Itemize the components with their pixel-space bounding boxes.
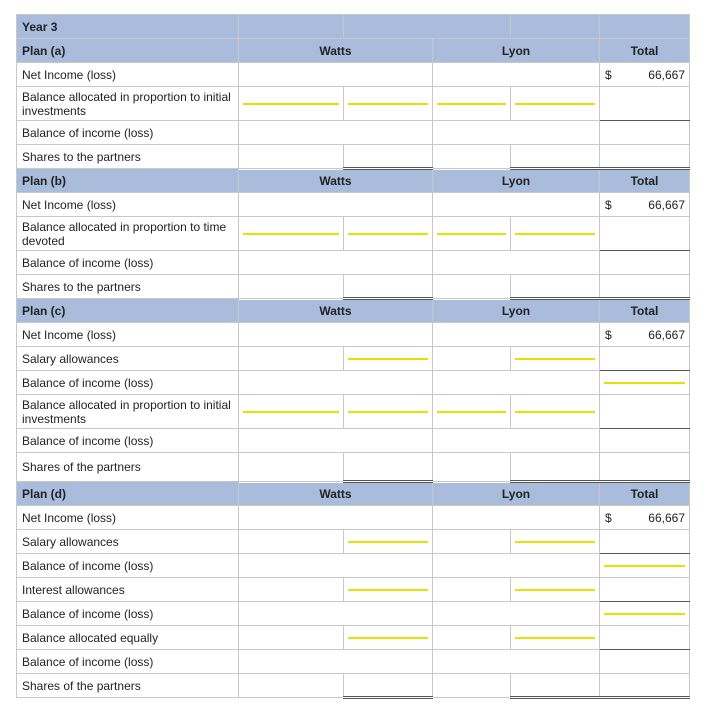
empty-cell [433, 530, 511, 554]
watts-amount-input[interactable] [239, 87, 344, 121]
header-spacer [239, 15, 344, 39]
header-spacer [511, 15, 600, 39]
lyon-amount-input[interactable] [433, 87, 511, 121]
watts-salary-input[interactable] [344, 530, 433, 554]
net-income-amount: 66,667 [648, 327, 685, 342]
row-label: Balance of income (loss) [17, 371, 239, 395]
watts-share-cell[interactable] [344, 145, 433, 169]
empty-cell [600, 626, 690, 650]
lyon-amount-input[interactable] [433, 217, 511, 251]
empty-cell [239, 626, 344, 650]
empty-cell [239, 275, 344, 299]
net-income-amount: 66,667 [648, 197, 685, 212]
empty-cell [433, 145, 511, 169]
year-title: Year 3 [17, 15, 239, 39]
empty-cell [239, 145, 344, 169]
header-spacer [344, 15, 511, 39]
total-share-cell[interactable] [600, 275, 690, 299]
row-label: Salary allowances [17, 530, 239, 554]
empty-cell [239, 453, 344, 482]
header-spacer [600, 15, 690, 39]
lyon-salary-input[interactable] [511, 530, 600, 554]
watts-equal-share-input[interactable] [344, 626, 433, 650]
row-label: Balance of income (loss) [17, 554, 239, 578]
total-column-header: Total [600, 169, 690, 193]
total-balance-cell[interactable] [600, 650, 690, 674]
row-label: Shares to the partners [17, 145, 239, 169]
row-label: Salary allowances [17, 347, 239, 371]
empty-cell [239, 63, 433, 87]
empty-cell [239, 530, 344, 554]
currency-symbol: $ [605, 67, 612, 82]
watts-share-input[interactable] [344, 395, 433, 429]
currency-symbol: $ [605, 197, 612, 212]
row-label: Balance of income (loss) [17, 602, 239, 626]
plan-d-title: Plan (d) [17, 482, 239, 506]
empty-cell [239, 323, 433, 347]
empty-cell [433, 275, 511, 299]
empty-cell [433, 323, 600, 347]
empty-cell [239, 650, 433, 674]
watts-share-cell[interactable] [344, 275, 433, 299]
row-label: Balance of income (loss) [17, 251, 239, 275]
row-label: Balance allocated in proportion to initial investments [17, 395, 239, 429]
lyon-salary-input[interactable] [511, 347, 600, 371]
lyon-share-cell[interactable] [511, 453, 600, 482]
lyon-equal-share-input[interactable] [511, 626, 600, 650]
empty-cell [239, 121, 433, 145]
empty-cell [600, 530, 690, 554]
watts-column-header: Watts [239, 482, 433, 506]
empty-cell [433, 554, 600, 578]
lyon-share-input[interactable] [511, 217, 600, 251]
lyon-amount-input[interactable] [433, 395, 511, 429]
lyon-share-cell[interactable] [511, 674, 600, 698]
empty-cell [239, 578, 344, 602]
empty-cell [239, 429, 433, 453]
currency-symbol: $ [605, 510, 612, 525]
empty-cell [600, 578, 690, 602]
lyon-column-header: Lyon [433, 299, 600, 323]
total-balance-cell[interactable] [600, 251, 690, 275]
lyon-share-cell[interactable] [511, 275, 600, 299]
watts-interest-input[interactable] [344, 578, 433, 602]
total-column-header: Total [600, 482, 690, 506]
watts-column-header: Watts [239, 169, 433, 193]
lyon-share-input[interactable] [511, 395, 600, 429]
empty-cell [433, 602, 600, 626]
empty-cell [239, 371, 433, 395]
empty-cell [433, 121, 600, 145]
empty-cell [433, 429, 600, 453]
lyon-column-header: Lyon [433, 169, 600, 193]
lyon-share-input[interactable] [511, 87, 600, 121]
lyon-interest-input[interactable] [511, 578, 600, 602]
row-label: Balance of income (loss) [17, 650, 239, 674]
empty-cell [433, 674, 511, 698]
plan-b-title: Plan (b) [17, 169, 239, 193]
empty-cell [433, 506, 600, 530]
lyon-column-header: Lyon [433, 39, 600, 63]
row-label: Net Income (loss) [17, 323, 239, 347]
net-income-amount: 66,667 [648, 67, 685, 82]
watts-share-cell[interactable] [344, 674, 433, 698]
empty-cell [433, 193, 600, 217]
total-share-cell[interactable] [600, 674, 690, 698]
row-label: Net Income (loss) [17, 193, 239, 217]
row-label: Net Income (loss) [17, 63, 239, 87]
watts-share-cell[interactable] [344, 453, 433, 482]
row-label: Shares of the partners [17, 674, 239, 698]
row-label: Balance of income (loss) [17, 429, 239, 453]
total-balance-input[interactable] [600, 371, 690, 395]
net-income-amount: 66,667 [648, 510, 685, 525]
empty-cell [239, 193, 433, 217]
allocation-table [16, 14, 690, 699]
net-income-total [600, 323, 690, 347]
plan-a-title: Plan (a) [17, 39, 239, 63]
total-share-cell[interactable] [600, 145, 690, 169]
row-label: Balance allocated equally [17, 626, 239, 650]
net-income-total [600, 506, 690, 530]
total-balance-input[interactable] [600, 602, 690, 626]
row-label: Shares to the partners [17, 275, 239, 299]
empty-cell [239, 674, 344, 698]
row-label: Balance of income (loss) [17, 121, 239, 145]
currency-symbol: $ [605, 327, 612, 342]
empty-cell [239, 554, 433, 578]
plan-c-title: Plan (c) [17, 299, 239, 323]
net-income-total [600, 193, 690, 217]
watts-share-input[interactable] [344, 217, 433, 251]
empty-cell [433, 63, 600, 87]
empty-cell [239, 506, 433, 530]
empty-cell [239, 602, 433, 626]
row-label: Net Income (loss) [17, 506, 239, 530]
watts-amount-input[interactable] [239, 395, 344, 429]
empty-cell [239, 347, 344, 371]
total-balance-cell[interactable] [600, 121, 690, 145]
empty-cell [600, 395, 690, 429]
total-share-cell[interactable] [600, 453, 690, 482]
empty-cell [600, 347, 690, 371]
empty-cell [433, 650, 600, 674]
empty-cell [433, 578, 511, 602]
empty-cell [433, 371, 600, 395]
empty-cell [433, 626, 511, 650]
total-column-header: Total [600, 39, 690, 63]
total-balance-cell[interactable] [600, 429, 690, 453]
empty-cell [433, 347, 511, 371]
row-label: Balance allocated in proportion to initial investments [17, 87, 239, 121]
watts-column-header: Watts [239, 299, 433, 323]
row-label: Shares of the partners [17, 453, 239, 482]
watts-column-header: Watts [239, 39, 433, 63]
net-income-total [600, 63, 690, 87]
lyon-share-cell[interactable] [511, 145, 600, 169]
empty-cell [600, 217, 690, 251]
empty-cell [433, 453, 511, 482]
total-column-header: Total [600, 299, 690, 323]
empty-cell [433, 251, 600, 275]
watts-share-input[interactable] [344, 87, 433, 121]
total-balance-input[interactable] [600, 554, 690, 578]
lyon-column-header: Lyon [433, 482, 600, 506]
empty-cell [239, 251, 433, 275]
row-label: Interest allowances [17, 578, 239, 602]
watts-salary-input[interactable] [344, 347, 433, 371]
watts-amount-input[interactable] [239, 217, 344, 251]
empty-cell [600, 87, 690, 121]
row-label: Balance allocated in proportion to time devoted [17, 217, 239, 251]
